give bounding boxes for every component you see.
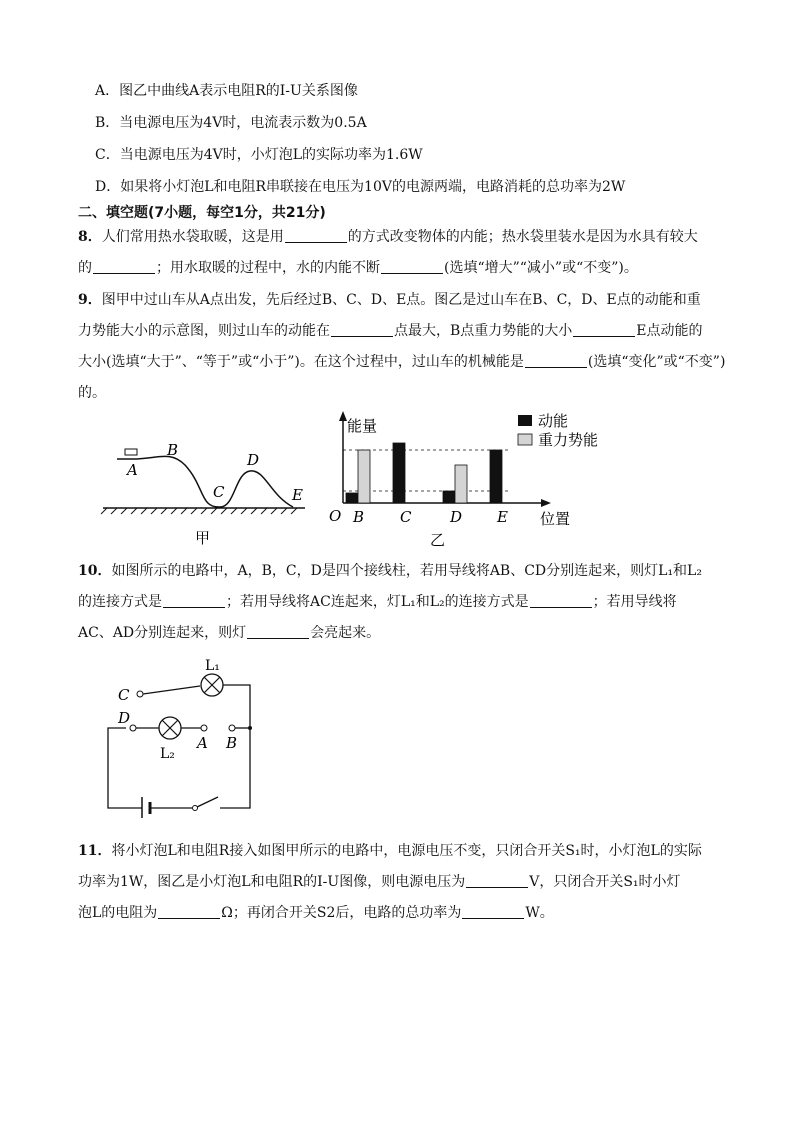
terminal-label-a: A bbox=[197, 734, 208, 752]
question-10-line-3 bbox=[78, 623, 380, 643]
text: (选填“变化”或“不变”) bbox=[587, 354, 726, 370]
terminal-c bbox=[137, 691, 143, 697]
text: W。 bbox=[525, 905, 554, 921]
answer-blank[interactable] bbox=[530, 593, 592, 608]
junction-dot bbox=[248, 726, 252, 730]
category-label-e: E bbox=[497, 508, 508, 526]
text: 大小(选填“大于”、“等于”或“小于”)。在这个过程中，过山车的机械能是 bbox=[78, 354, 524, 370]
wire bbox=[223, 685, 250, 730]
bars bbox=[346, 443, 502, 503]
question-9-line-1 bbox=[78, 290, 701, 310]
switch-pivot bbox=[193, 806, 198, 811]
text: 的方式改变物体的内能；热水袋里装水是因为水具有较大 bbox=[347, 229, 698, 245]
terminal-label-c: C bbox=[118, 686, 130, 704]
cart-icon bbox=[125, 449, 137, 455]
category-label-c: C bbox=[400, 508, 412, 526]
answer-blank[interactable] bbox=[462, 904, 524, 919]
answer-blank[interactable] bbox=[158, 904, 220, 919]
text: V，只闭合开关S₁时小灯 bbox=[529, 874, 681, 890]
wire bbox=[108, 728, 142, 808]
option-d: D．如果将小灯泡L和电阻R串联接在电压为10V的电源两端，电路消耗的总功率为2W bbox=[95, 179, 626, 195]
category-labels bbox=[352, 508, 508, 526]
option-b: B．当电源电压为4V时，电流表示数为0.5A bbox=[95, 115, 367, 131]
text: E点动能的 bbox=[636, 323, 703, 339]
question-11-line-1 bbox=[78, 841, 702, 861]
bar-kinetic-b bbox=[346, 493, 358, 503]
bar-potential-b bbox=[358, 450, 370, 503]
question-10-line-2 bbox=[78, 592, 677, 612]
answer-blank[interactable] bbox=[525, 353, 587, 368]
roller-coaster-figure bbox=[95, 425, 315, 550]
y-axis-label: 能量 bbox=[347, 417, 378, 435]
legend-swatch-potential bbox=[518, 434, 532, 445]
answer-blank[interactable] bbox=[466, 873, 528, 888]
text: ；若用导线将AC连起来，灯L₁和L₂的连接方式是 bbox=[226, 594, 529, 610]
y-axis-arrow bbox=[339, 411, 347, 421]
answer-blank[interactable] bbox=[573, 322, 635, 337]
question-9-line-3 bbox=[78, 352, 725, 372]
figure-caption-yi: 乙 bbox=[430, 531, 446, 549]
point-label-c: C bbox=[213, 483, 225, 501]
answer-blank[interactable] bbox=[93, 259, 155, 274]
circuit-diagram bbox=[100, 650, 270, 820]
terminal-b bbox=[229, 725, 235, 731]
bar-potential-d bbox=[455, 465, 467, 503]
text: 如图所示的电路中，A，B，C，D是四个接线柱，若用导线将AB、CD分别连起来，则灯L₁和L₂ bbox=[111, 563, 702, 579]
bar-kinetic-e bbox=[490, 450, 502, 503]
figure-caption-jia: 甲 bbox=[195, 529, 211, 547]
answer-blank[interactable] bbox=[163, 593, 225, 608]
bar-kinetic-d bbox=[443, 491, 455, 503]
legend-swatch-kinetic bbox=[518, 415, 532, 426]
text: 泡L的电阻为 bbox=[78, 905, 158, 921]
answer-blank[interactable] bbox=[381, 259, 443, 274]
answer-blank[interactable] bbox=[331, 322, 393, 337]
text: 力势能大小的示意图，则过山车的动能在 bbox=[78, 323, 330, 339]
text: 点最大，B点重力势能的大小 bbox=[394, 323, 573, 339]
lamp-2-label: L₂ bbox=[160, 746, 175, 762]
legend-label-potential: 重力势能 bbox=[538, 431, 599, 449]
lamp-1-label: L₁ bbox=[205, 658, 220, 674]
text: Ω；再闭合开关S2后，电路的总功率为 bbox=[221, 905, 462, 921]
text: ；用水取暖的过程中，水的内能不断 bbox=[156, 260, 380, 276]
legend-label-kinetic: 动能 bbox=[538, 412, 569, 430]
terminal-d bbox=[130, 725, 136, 731]
question-10-line-1 bbox=[78, 561, 702, 581]
question-number: 11． bbox=[78, 843, 112, 859]
text: 人们常用热水袋取暖，这是用 bbox=[101, 229, 284, 245]
energy-bar-chart bbox=[325, 405, 625, 550]
section-heading: 二、填空题(7小题，每空1分，共21分) bbox=[78, 205, 326, 221]
question-11-line-3 bbox=[78, 903, 554, 923]
text: AC、AD分别连起来，则灯 bbox=[78, 625, 247, 641]
text: 功率为1W，图乙是小灯泡L和电阻R的I-U图像，则电源电压为 bbox=[78, 874, 466, 890]
text: 的 bbox=[78, 260, 92, 276]
x-axis-label: 位置 bbox=[540, 510, 571, 528]
category-label-b: B bbox=[353, 508, 365, 526]
point-label-d: D bbox=[247, 451, 260, 469]
option-a: A．图乙中曲线A表示电阻R的I-U关系图像 bbox=[95, 83, 358, 99]
origin-label: O bbox=[329, 507, 342, 525]
text: 图甲中过山车从A点出发，先后经过B、C、D、E点。图乙是过山车在B、C，D、E点的动能和重 bbox=[101, 292, 701, 308]
text: ；若用导线将 bbox=[592, 594, 677, 610]
question-8-line-1 bbox=[78, 227, 698, 247]
option-c: C．当电源电压为4V时，小灯泡L的实际功率为1.6W bbox=[95, 147, 423, 163]
question-11-line-2 bbox=[78, 872, 681, 892]
question-number: 10． bbox=[78, 563, 112, 579]
wire bbox=[143, 686, 200, 694]
text: 将小灯泡L和电阻R接入如图甲所示的电路中，电源电压不变，只闭合开关S₁时，小灯泡L的实际 bbox=[111, 843, 702, 859]
text: (选填“增大”“减小”或“不变”)。 bbox=[444, 260, 638, 276]
text: 的连接方式是 bbox=[78, 594, 162, 610]
answer-blank[interactable] bbox=[285, 228, 347, 243]
track-curve bbox=[117, 456, 293, 507]
x-axis-arrow bbox=[541, 499, 551, 507]
terminal-label-d: D bbox=[118, 709, 131, 727]
category-label-d: D bbox=[450, 508, 463, 526]
terminal-a bbox=[201, 725, 207, 731]
terminal-label-b: B bbox=[226, 734, 238, 752]
question-number: 8． bbox=[78, 229, 102, 245]
question-9-line-2 bbox=[78, 321, 703, 341]
question-9-line-4: 的。 bbox=[78, 385, 106, 401]
question-8-line-2 bbox=[78, 258, 638, 278]
point-label-e: E bbox=[292, 486, 303, 504]
point-label-a: A bbox=[127, 461, 138, 479]
text: 会亮起来。 bbox=[310, 625, 381, 641]
bar-kinetic-c bbox=[393, 443, 405, 503]
question-number: 9． bbox=[78, 292, 102, 308]
point-label-b: B bbox=[167, 441, 179, 459]
switch-blade bbox=[197, 797, 218, 807]
ground-hatching bbox=[101, 508, 297, 514]
answer-blank[interactable] bbox=[247, 624, 309, 639]
